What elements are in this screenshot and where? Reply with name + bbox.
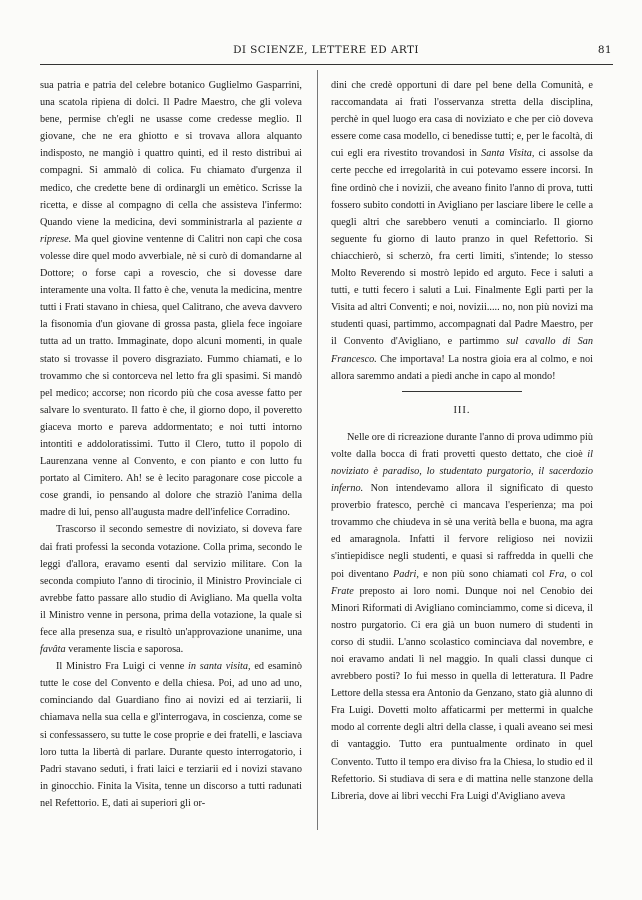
running-header — [40, 42, 612, 62]
text-run: o col — [566, 568, 593, 580]
column-divider — [317, 70, 318, 830]
right-column — [331, 77, 593, 877]
italic-run: il noviziato è paradiso, lo studentato purgatorio, il sacerdozio inferno. — [331, 448, 593, 495]
paragraph — [331, 77, 593, 385]
text-run: Non intendevamo allora il significato di questo proverbio fratesco, perchè ci mancava l'esperienza; ma poi trovammo che chiudeva in sè una verità bella e buona, ma agra ed amaragnola. Infatti il fervore religioso nei novizii s'intiepidisce negli studenti, e quasi si raffredda in quelli che poi diventano — [331, 483, 593, 580]
text-run: sua patria e patria del celebre botanico Guglielmo Gasparrini, una scatola ripiena di dolci. Il Padre Maestro, che gli voleva bene, permise ch'egli ne usasse come credesse meglio. Il giovane, che ne era ghiotto e si trovava allora alquanto indisposto, ne mangiò i quattro quinti, ed il resto distribuì ai compagni. Si ammalò di colica. Fu chiamato d'urgenza il medico, che credette bene di ordinargli un emètico. Scrisse la ricetta, e disse al compagno di cella che assisteva l'infermo: Quando viene la medicina, devi somministrarla al paziente — [40, 80, 302, 228]
paragraph — [40, 521, 302, 658]
text-run: Nelle ore di ricreazione durante l'anno di prova udimmo più volte dalla bocca di frati provetti questo dettato, che cioè — [331, 431, 593, 460]
italic-run: in santa visita, — [188, 661, 251, 673]
italic-run: a riprese. — [40, 216, 302, 245]
italic-run: Frate — [331, 585, 354, 597]
italic-run: sul cavallo di San Francesco. — [331, 336, 593, 365]
text-run: dini che credè opportuni di dare pel bene della Comunità, e raccomandata ai frati l'osservanza stretta della disciplina, perchè in quel luogo era casa di noviziato e che per ciò doveva essere come casa modello, ci benedisse tutti; e, per le facoltà, di cui egli era rivestito trovandosi in — [331, 80, 593, 160]
header-rule — [40, 64, 613, 65]
italic-run: Padri, — [393, 568, 419, 580]
text-run: ed esaminò tutte le cose del Convento e della chiesa. Poi, ad uno ad uno, cominciando dal Guardiano fino ai novizi ed ai terziarii, li chiamava nella sua cella e gl'interrogava, in coscienza, come se si confessassero, su tutte le cose proprie e dei fratelli, e lasciava loro tutta la libertà di parlare. Durante questo interrogatorio, i Padri stavano seduti, i frati laici e terziarii ed i novizi stavano in ginocchio. Finita la Visita, tenne un discorso a tutti radunati nel Refettorio. E, dati ai superiori gli or- — [40, 661, 302, 809]
text-run: Ma quel giovine ventenne di Calitri non capì che cosa volesse dire quel modo avverbiale, nè si curò di domandarne al Dottore; o forse capì a rovescio, che si dovesse dare interamente una volta. Il fatto è che, venuta la medicina, mentre tutti i Frati stavano in chiesa, quel Calitrano, che aveva davvero la fisonomia d'un giovane di grossa pasta, gliela fece ingoiare tutta ad un tratto. Immaginate, dopo alcuni momenti, in quale stato si trovasse il povero disgraziato. Fummo chiamati, e lo trovammo che si contorceva nel letto fra gli spasimi. Si mandò pel medico; accorse; non ricordo più che cosa avesse fatto per salvare lo sventurato. Il fatto è che, il giorno dopo, il poveretto giaceva morto e pareva addormentato; e noi tutti intorno intontiti e addoloratissimi. Tutto il Clero, tutto il popolo di Laurenzana venne al Convento, e con pianto e con lutto fu portato al Cimitero. Ah! se è lecito paragonare cose piccole a cose grandi, io pensando al dolore che straziò l'anima della madre di lui, penso all'augusta madre dell'infelice Corradino. — [40, 233, 302, 519]
paragraph — [331, 429, 593, 805]
paragraph — [40, 77, 302, 521]
text-run: preposto ai loro nomi. Dunque noi nel Cenobio dei Minori Riformati di Avigliano cominciammo, come si diceva, il nostro purgatorio. Ci era già un buon numero di studenti in corso di studii. L'anno scolastico cominciava dal novembre, e noi eravamo andati lì nel maggio. In quali classi dunque ci avrebbero posti? Io fui messo in quella di letteratura. Il Padre Lettore della stessa era Antonio da Genzano, stato già alunno di Fra Luigi. Dovetti molto affaticarmi per mettermi in qualche modo al corrente degli altri della classe, i quali aveano sei mesi di vantaggio. Tutto era puntualmente ordinato in quel Convento. Tutto il tempo era diviso fra la Chiesa, lo studio ed il Refettorio. Si studiava di sera e di mattina nelle stanzone della Libreria, dove ai libri vecchi Fra Luigi d'Avigliano aveva — [331, 585, 593, 802]
italic-run: Santa Visita, — [481, 148, 535, 160]
text-run: Il Ministro Fra Luigi ci venne — [56, 661, 189, 673]
page-number: 81 — [597, 44, 612, 56]
text-run: Trascorso il secondo semestre di noviziato, si doveva fare dai frati professi la seconda votazione. Colla prima, secondo le leggi d'allora, eravamo esenti dal servizio militare. Con la seconda compiuto l'anno di tirocinio, il Ministro Provinciale ci avrebbe fatto passare allo studio di Avigliano. Ma quella volta il Ministro venne in persona, prima della votazione, la quale si fece alla presenza sua, e risultò un'approvazione unanime, una — [40, 524, 302, 638]
text-run: ci assolse da certe pecche ed irregolarità in cui potevamo essere incorsi. In fine ordinò che i novizii, che aveano finito l'anno di prova, tutti fossero subito condotti in Avigliano per lasciare libere le celle a quegli altri che sarebbero venuti a cominciarlo. Il giorno seguente fu giorno di lauto pranzo in quel Refettorio. Si chiacchierò, si scherzò, fra certi limiti, s'intende; lo stesso Molto Reverendo si mostrò lepido ed arguto. Fece i saluti a tutti, e tutti fecero i saluti a Lui. Finalmente Egli partì per la Visita ad altri Conventi; e noi, novizii..... no, non più novizi ma studenti quasi, partimmo, accompagnati dal Padre Maestro, per il Convento d'Avigliano, e partimmo — [331, 148, 593, 348]
left-column — [40, 77, 302, 877]
text-run: veramente liscia e saporosa. — [65, 644, 184, 656]
section-heading: III. — [453, 404, 471, 416]
italic-run: Fra, — [548, 568, 567, 580]
text-run: Che importava! La nostra gioia era al colmo, e noi allora saremmo andati a piedi anche in capo al mondo! — [331, 353, 593, 382]
text-run: e non più sono chiamati col — [418, 568, 549, 580]
paragraph — [40, 658, 302, 812]
header-title: DI SCIENZE, LETTERE ED ARTI — [233, 44, 419, 56]
italic-run: favâta — [40, 644, 66, 656]
section-rule — [402, 391, 522, 392]
